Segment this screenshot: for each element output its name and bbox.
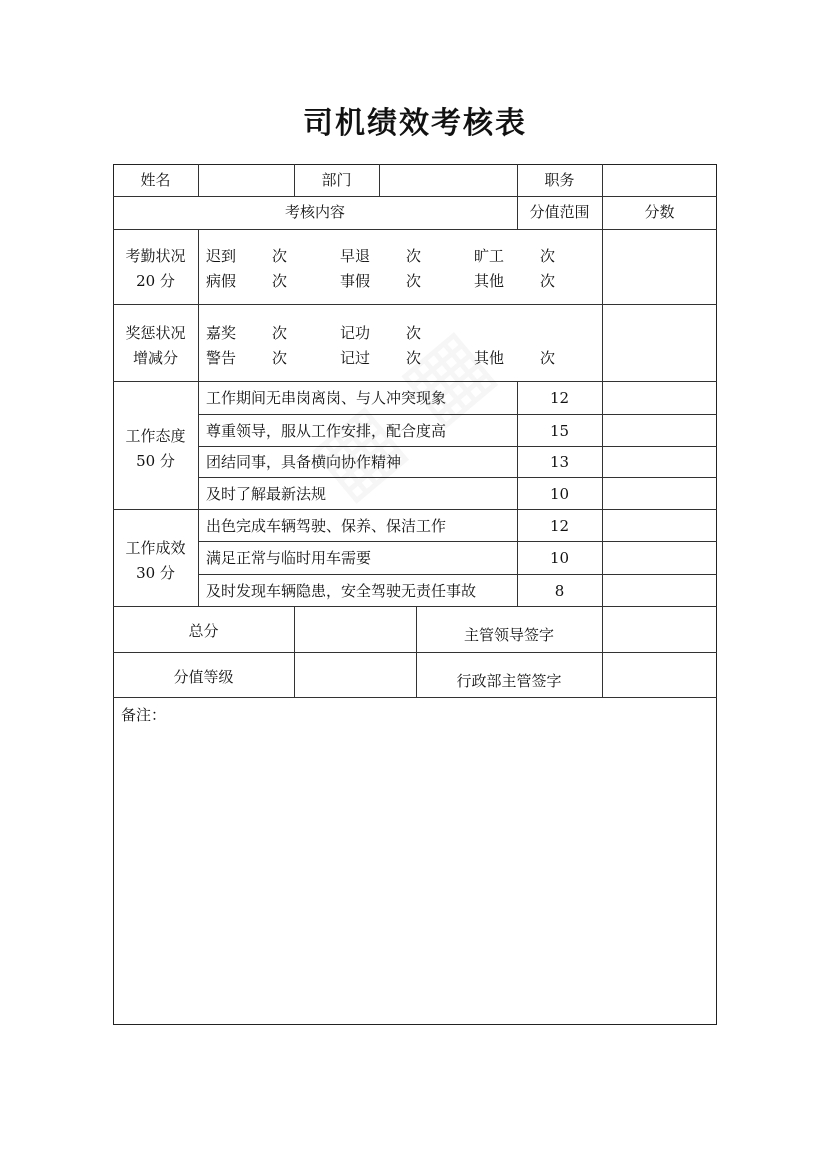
score-header: 分数 (644, 203, 675, 221)
times-unit: 次 (406, 272, 422, 290)
col-divider (379, 164, 380, 196)
supervisor-sign-field[interactable] (604, 608, 715, 652)
remarks-field[interactable] (115, 724, 715, 1024)
criterion-text: 团结同事，具备横向协作精神 (206, 453, 402, 471)
demerit-label: 记过 (340, 349, 371, 367)
criterion-score: 8 (554, 582, 565, 600)
other-label: 其他 (474, 272, 505, 290)
total-label: 总分 (188, 622, 219, 640)
row-divider (113, 229, 717, 230)
row-divider (113, 381, 717, 382)
reward-points: 增减分 (132, 349, 178, 367)
col-divider (602, 606, 603, 697)
criterion-text: 出色完成车辆驾驶、保养、保洁工作 (206, 517, 447, 535)
criterion-score: 12 (549, 517, 570, 535)
row-divider (198, 574, 717, 575)
row-divider (113, 304, 717, 305)
col-divider (294, 606, 295, 697)
criterion-score: 10 (549, 549, 570, 567)
criterion-text: 尊重领导，服从工作安排，配合度高 (206, 422, 447, 440)
attitude-label: 工作态度 (125, 427, 186, 445)
times-unit: 次 (540, 272, 556, 290)
times-unit: 次 (272, 247, 288, 265)
times-unit: 次 (406, 247, 422, 265)
row-divider (198, 446, 717, 447)
remarks-label: 备注： (121, 706, 167, 724)
performance-points: 30 分 (136, 564, 175, 582)
content-header: 考核内容 (284, 203, 345, 221)
criterion-score: 10 (549, 485, 570, 503)
position-label: 职务 (544, 171, 575, 189)
row-divider (113, 196, 717, 197)
criterion-score: 13 (549, 453, 570, 471)
criterion-text: 及时了解最新法规 (206, 485, 327, 503)
attendance-points: 20 分 (136, 272, 175, 290)
col-divider (602, 164, 603, 606)
supervisor-sign-label: 主管领导签字 (463, 626, 554, 644)
grade-label: 分值等级 (173, 668, 234, 686)
total-field[interactable] (296, 608, 414, 652)
grade-field[interactable] (296, 654, 414, 697)
reward-label: 奖惩状况 (125, 324, 186, 342)
row-divider (113, 697, 717, 698)
warning-label: 警告 (206, 349, 237, 367)
col-divider (198, 164, 199, 196)
criterion-score: 12 (549, 389, 570, 407)
criterion-score: 15 (549, 422, 570, 440)
early-leave-label: 早退 (340, 247, 371, 265)
row-divider (198, 541, 717, 542)
row-divider (113, 509, 717, 510)
row-divider (198, 414, 717, 415)
criterion-text: 工作期间无串岗离岗、与人冲突现象 (206, 389, 447, 407)
absent-label: 旷工 (474, 247, 505, 265)
times-unit: 次 (272, 272, 288, 290)
name-field[interactable] (200, 166, 292, 196)
col-divider (198, 229, 199, 606)
merit-label: 记功 (340, 324, 371, 342)
position-field[interactable] (604, 166, 715, 196)
late-label: 迟到 (206, 247, 237, 265)
admin-sign-label: 行政部主管签字 (456, 672, 562, 690)
row-divider (113, 606, 717, 607)
times-unit: 次 (540, 247, 556, 265)
sick-leave-label: 病假 (206, 272, 237, 290)
times-unit: 次 (272, 324, 288, 342)
attitude-points: 50 分 (136, 452, 175, 470)
criterion-text: 满足正常与临时用车需要 (206, 549, 372, 567)
times-unit: 次 (406, 324, 422, 342)
other-label: 其他 (474, 349, 505, 367)
criterion-text: 及时发现车辆隐患，安全驾驶无责任事故 (206, 582, 477, 600)
times-unit: 次 (406, 349, 422, 367)
attendance-label: 考勤状况 (125, 247, 186, 265)
performance-label: 工作成效 (125, 539, 186, 557)
page-title: 司机绩效考核表 (303, 106, 527, 141)
times-unit: 次 (272, 349, 288, 367)
commendation-label: 嘉奖 (206, 324, 237, 342)
range-header: 分值范围 (529, 203, 590, 221)
name-label: 姓名 (140, 171, 171, 189)
dept-field[interactable] (381, 166, 515, 196)
row-divider (198, 477, 717, 478)
admin-sign-field[interactable] (604, 654, 715, 697)
dept-label: 部门 (321, 171, 352, 189)
personal-leave-label: 事假 (340, 272, 371, 290)
times-unit: 次 (540, 349, 556, 367)
row-divider (113, 652, 717, 653)
